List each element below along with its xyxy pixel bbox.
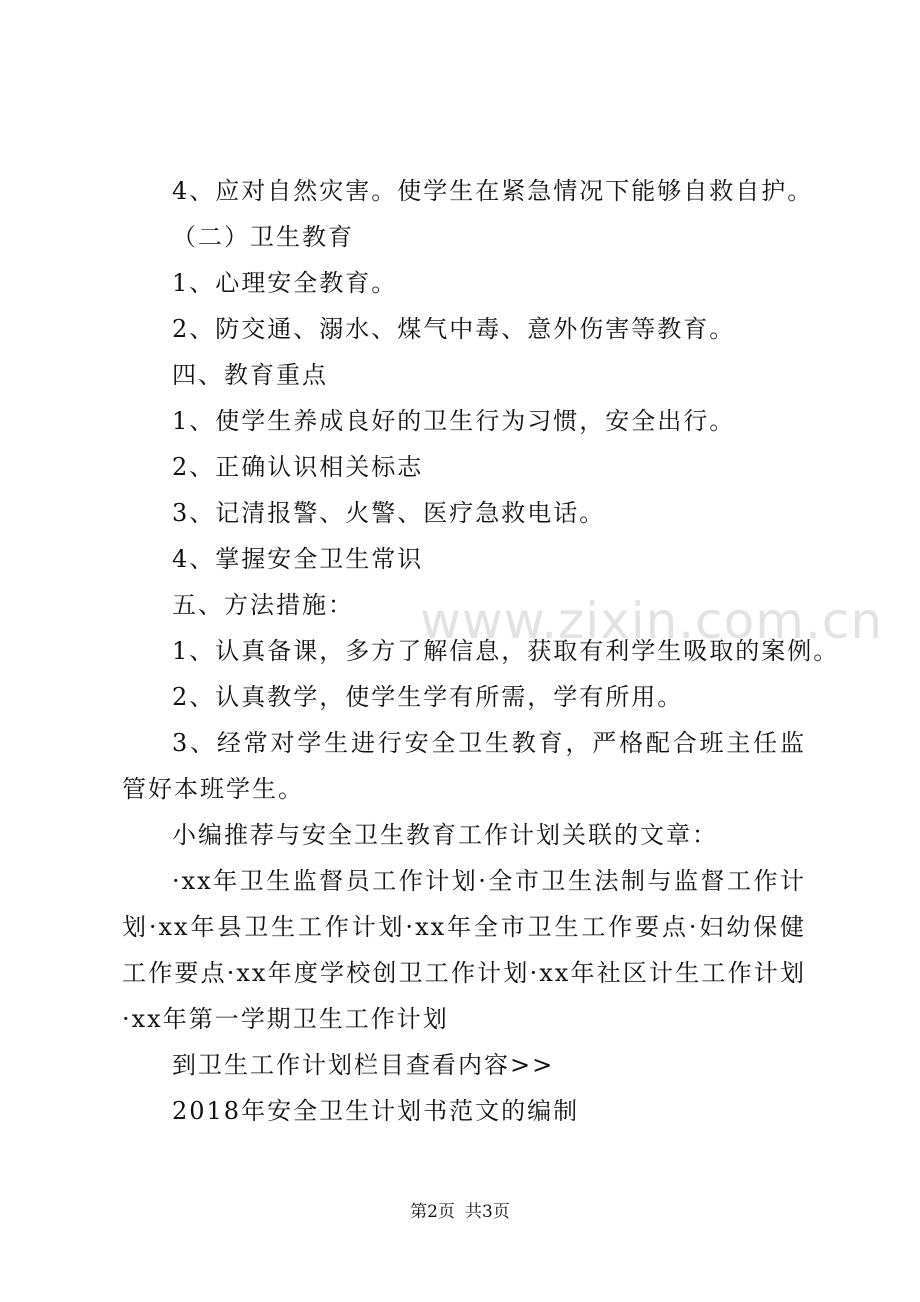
page-number: 第2页 [410,1202,455,1222]
page-footer [0,1200,920,1224]
item-lesson-preparation: 1、认真备课，多方了解信息，获取有利学生吸取的案例。 [172,637,840,665]
next-article-title: 2018年安全卫生计划书范文的编制 [172,1097,580,1125]
column-link[interactable]: 到卫生工作计划栏目查看内容>> [172,1051,555,1079]
item-natural-disaster: 4、应对自然灾害。使学生在紧急情况下能够自救自护。 [172,177,814,205]
item-signs: 2、正确认识相关标志 [172,453,424,481]
item-hygiene-habits: 1、使学生养成良好的卫生行为习惯，安全出行。 [172,407,736,435]
item-psychological-safety: 1、心理安全教育。 [172,269,398,297]
document-body [122,168,840,1134]
item-safety-knowledge: 4、掌握安全卫生常识 [172,545,424,573]
page-total: 共3页 [465,1202,510,1222]
recommend-links[interactable]: ·xx年卫生监督员工作计划·全市卫生法制与监督工作计划·xx年县卫生工作计划·xx年全市卫生工作要点·妇幼保健工作要点·xx年度学校创卫工作计划·xx年社区计生工作计划·xx年第一学期卫生工作计划 [122,867,806,1033]
section-hygiene-education: （二）卫生教育 [172,223,354,251]
item-regular-education: 3、经常对学生进行安全卫生教育，严格配合班主任监管好本班学生。 [122,729,806,803]
section-methods: 五、方法措施： [172,591,354,619]
item-emergency-numbers: 3、记清报警、火警、医疗急救电话。 [172,499,606,527]
watermark: www.zixin.com.cn [420,592,884,650]
item-teaching: 2、认真教学，使学生学有所需，学有所用。 [172,683,684,711]
section-education-focus: 四、教育重点 [172,361,328,389]
recommend-title: 小编推荐与安全卫生教育工作计划关联的文章： [172,821,718,849]
item-accident-prevention: 2、防交通、溺水、煤气中毒、意外伤害等教育。 [172,315,736,343]
